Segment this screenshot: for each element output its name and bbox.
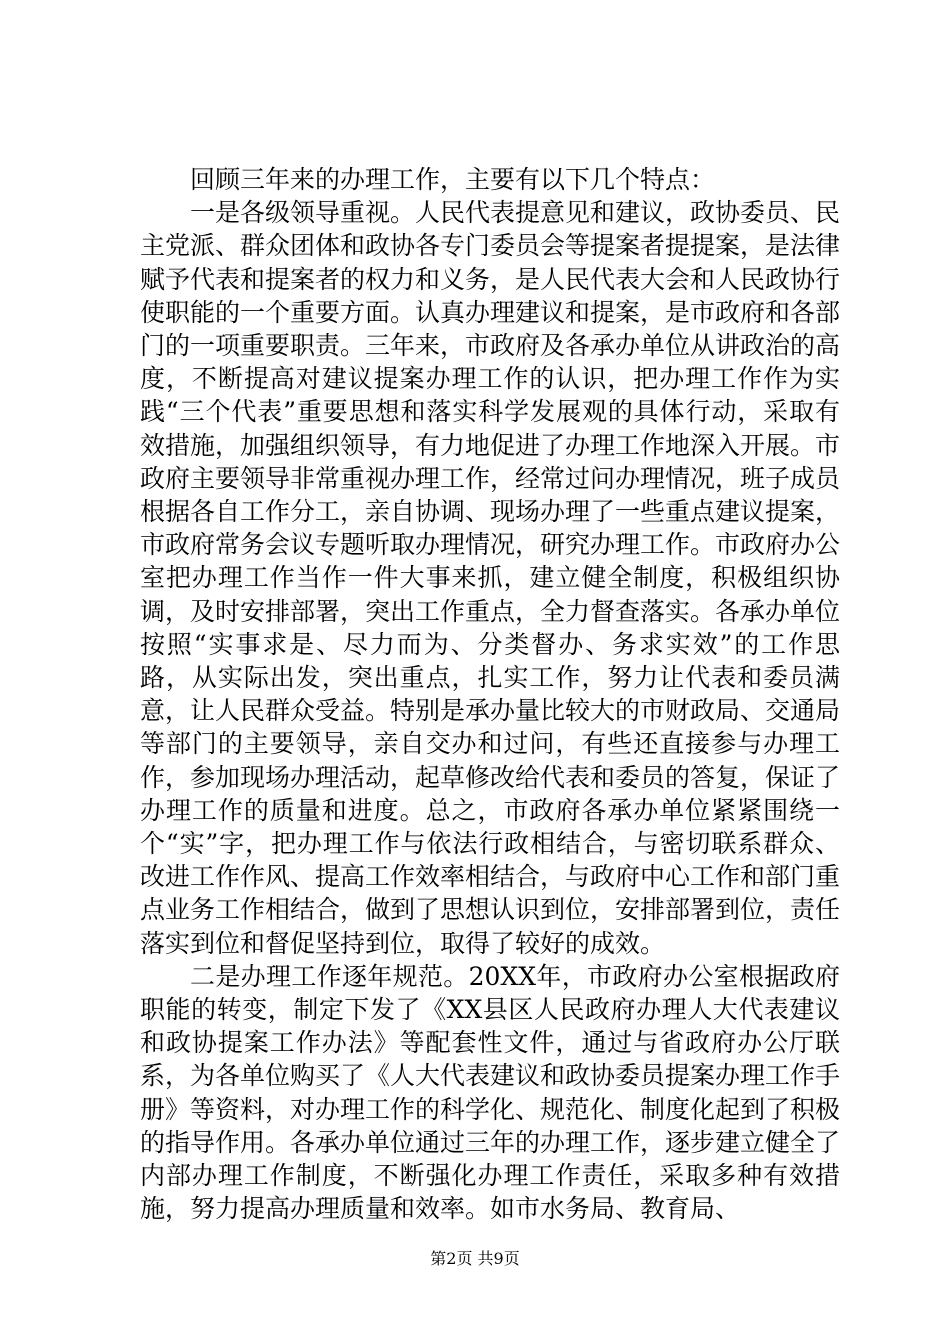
page-footer [0, 1246, 950, 1269]
document-body [140, 163, 840, 1226]
page-number: 第2页 共9页 [430, 1249, 520, 1268]
paragraph-leadership: 一是各级领导重视。人民代表提意见和建议，政协委员、民主党派、群众团体和政协各专门委员会等提案者提提案，是法律赋予代表和提案者的权力和义务，是人民代表大会和人民政协行使职能的一个重要方面。认真办理建议和提案，是市政府和各部门的一项重要职责。三年来，市政府及各承办单位从讲政治的高度，不断提高对建议提案办理工作的认识，把办理工作作为实践“三个代表”重要思想和落实科学发展观的具体行动，采取有效措施，加强组织领导，有力地促进了办理工作地深入开展。市政府主要领导非常重视办理工作，经常过问办理情况，班子成员根据各自工作分工，亲自协调、现场办理了一些重点建议提案，市政府常务会议专题听取办理情况，研究办理工作。市政府办公室把办理工作当作一件大事来抓，建立健全制度，积极组织协调，及时安排部署，突出工作重点，全力督查落实。各承办单位按照“实事求是、尽力而为、分类督办、务求实效”的工作思路，从实际出发，突出重点，扎实工作，努力让代表和委员满意，让人民群众受益。特别是承办量比较大的市财政局、交通局等部门的主要领导，亲自交办和过问，有些还直接参与办理工作，参加现场办理活动，起草修改给代表和委员的答复，保证了办理工作的质量和进度。总之，市政府各承办单位紧紧围绕一个“实”字，把办理工作与依法行政相结合，与密切联系群众、改进工作作风、提高工作效率相结合，与政府中心工作和部门重点业务工作相结合，做到了思想认识到位，安排部署到位，责任落实到位和督促坚持到位，取得了较好的成效。 [140, 198, 841, 958]
paragraph-standardization: 二是办理工作逐年规范。20XX年，市政府办公室根据政府职能的转变，制定下发了《XX县区人民政府办理人大代表建议和政协提案工作办法》等配套性文件，通过与省政府办公厅联系，为各单位购买了《人大代表建议和政协委员提案办理工作手册》等资料，对办理工作的科学化、规范化、制度化起到了积极的指导作用。各承办单位通过三年的办理工作，逐步建立健全了内部办理工作制度，不断强化办理工作责任，采取多种有效措施，努力提高办理质量和效率。如市水务局、教育局、 [140, 961, 841, 1224]
paragraph-intro: 回顾三年来的办理工作，主要有以下几个特点： [190, 165, 716, 194]
